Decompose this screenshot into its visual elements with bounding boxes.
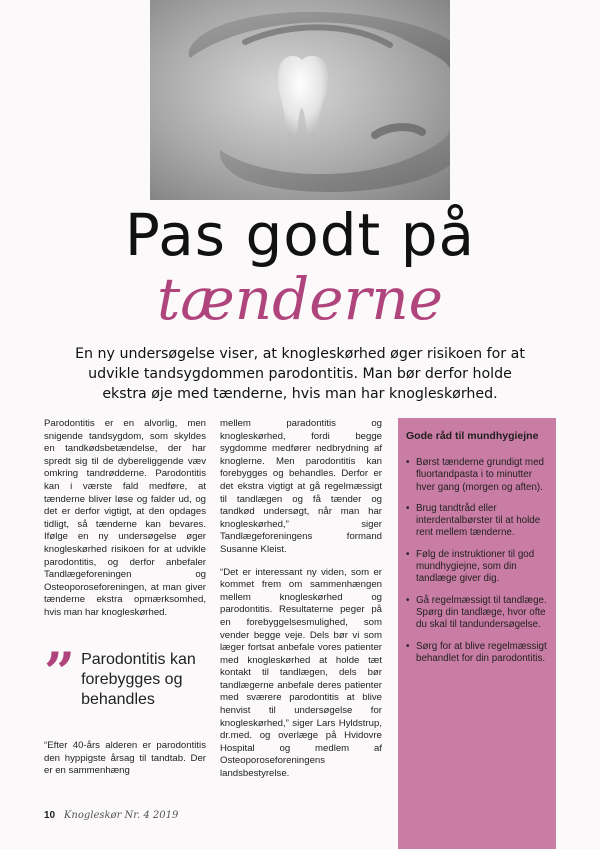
- lead-paragraph: En ny undersøgelse viser, at knogleskørhed øger risikoen for at udvikle tandsygdommen parodontitis. Man bør derfor holde ekstra øje med tænderne, hvis man har knogleskørhed.: [75, 346, 525, 402]
- tip-item: • Følg de instruktioner til god mundhygiejne, som din tandlæge giver dig.: [406, 549, 548, 586]
- tips-heading: Gode råd til mundhygiejne: [406, 430, 539, 442]
- body-paragraph: Parodontitis er en alvorlig, men snigende tandsygdom, som skyldes en tandkødsbetændelse, der har spredt sig til de dybereliggende væv omkring tandrødderne. Parodontitis kan i værste fald medføre, at tænderne bliver løse og falder ud, og det er derfor vigtigt, at den opdages tidligt, så tænderne kan bevares. Ifølge en ny undersøgelse øger knogleskørhed risikoen for at udvikle parodontitis, og derfor anbefaler Tandlægeforeningen og Osteoporoseforeningen, at man giver tænderne ekstra opmærksomhed, hvis man har knogleskørhed.: [44, 418, 206, 618]
- pull-quote-text: Parodontitis kan forebygges og behandles: [81, 651, 196, 708]
- body-paragraph: “Det er interessant ny viden, som er kommet frem om sammenhængen mellem knogleskørhed og parodontitis. Resultaterne peger på en forebyggelsesmulighed, som vender begge veje. Dels bør vi som læger fortsat anbefale vores patienter med knogleskørhed at holde tæt kontakt til tandlægen, dels bør tandlægerne anbefale deres patienter med sværere parodontitis at blive henvist til undersøgelse for knogleskørhed,” siger Lars Hyldstrup, dr.med. og overlæge på Hvidovre Hospital og medlem af Osteoporoseforeningens landsbestyrelse.: [220, 566, 382, 780]
- column-2: [220, 418, 382, 791]
- tooth-hands-illustration: [150, 0, 450, 200]
- headline-accent: tænderne: [156, 265, 444, 333]
- headline: Pas godt på: [124, 201, 476, 269]
- tooth-hands-photo: [150, 0, 450, 200]
- tip-item: • Brug tandtråd eller interdentalbørster til at holde rent mellem tænderne.: [406, 503, 548, 540]
- body-paragraph: “Efter 40-års alderen er parodontitis den hyppigste årsag til tandtab. Der er en sammenhæng: [44, 740, 206, 777]
- column-1: [44, 418, 206, 630]
- magazine-issue: Knogleskør Nr. 4 2019: [63, 810, 179, 821]
- tip-item: • Sørg for at blive regelmæssigt behandlet for din parodontitis.: [406, 641, 548, 666]
- column-1-continued: [44, 740, 206, 788]
- page-footer: [44, 810, 178, 821]
- quote-mark-icon: ”: [44, 640, 76, 704]
- pull-quote: [44, 640, 214, 710]
- tips-sidebar: [398, 418, 556, 849]
- body-paragraph: mellem paradontitis og knogleskørhed, fordi begge sygdomme medfører nedbrydning af knoglerne. Men parodontitis kan forebygges og behandles. Derfor er det ekstra vigtigt at gå regelmæssigt til tandlægen og få tænder og tandkød undersøgt, når man har knogleskørhed,” siger Tandlægeforeningens formand Susanne Kleist.: [220, 418, 382, 555]
- tip-item: • Børst tænderne grundigt med fluortandpasta i to minutter hver gang (morgen og aften).: [406, 457, 548, 494]
- page-number: 10: [44, 810, 56, 821]
- tips-list: [398, 457, 556, 665]
- tip-item: • Gå regelmæssigt til tandlæge. Spørg din tandlæge, hvor ofte du skal til tandundersøgelse.: [406, 595, 548, 632]
